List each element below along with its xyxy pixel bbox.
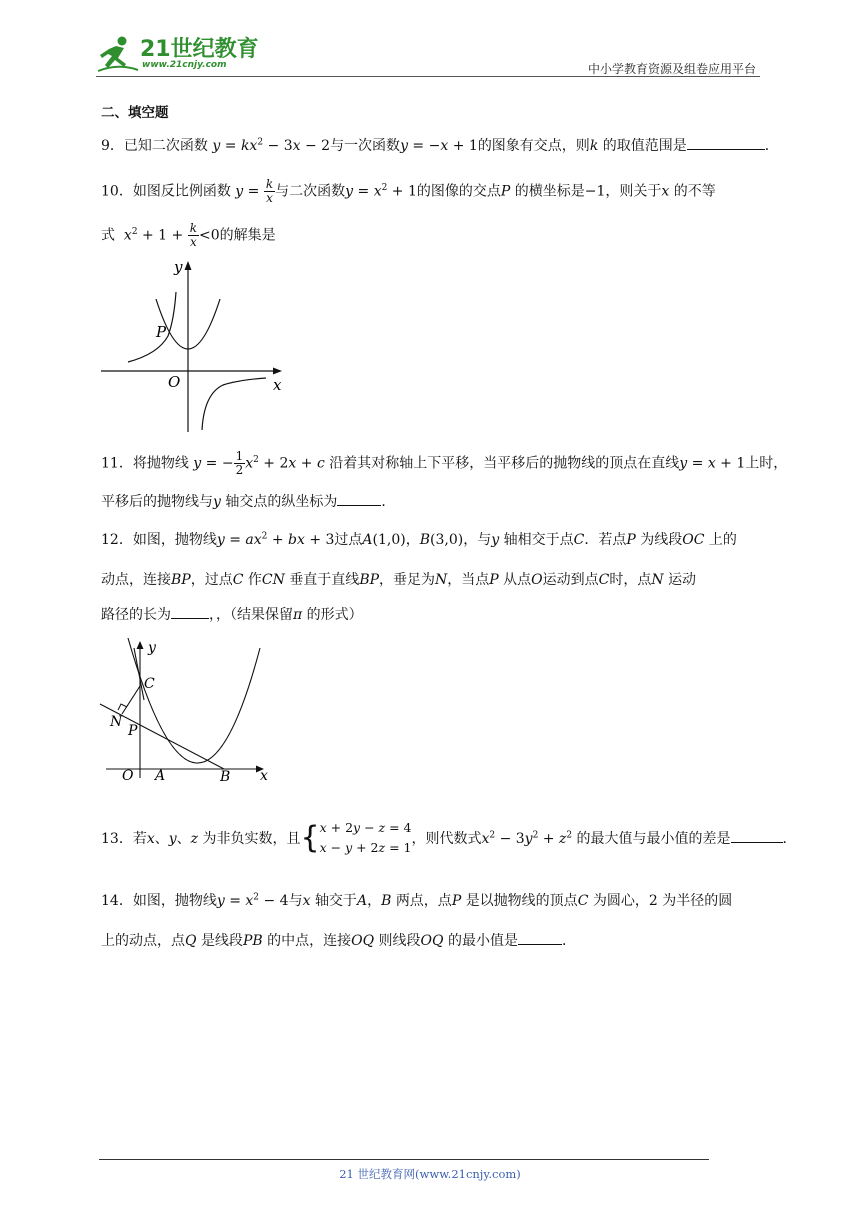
question-10-line-2: 式 $x^2 + 1$ + $\frac{k}{x}$ <0的解集是 [101,221,276,249]
logo-text: 21世纪教育 [140,37,259,62]
label-B: B [220,769,231,785]
label-origin: O [122,768,134,784]
answer-blank-13[interactable] [731,830,783,843]
answer-blank-14[interactable] [518,932,562,945]
answer-blank-9[interactable] [687,137,765,150]
hyperbola-lower-branch [202,378,266,430]
question-14-line-2: 上的动点，点Q 是线段PB 的中点，连接OQ 则线段OQ 的最小值是 ． [101,933,576,949]
question-13: 13．若x、y、z 为非负实数，且{x + 2y − z = 4 x − y + 2z = 1，则代数式$x^2 - 3y^2 + z^2$ 的最大值与最小值的差是 ． [101,820,797,856]
x-axis-arrow-icon [273,368,282,375]
header-divider [96,76,760,77]
answer-blank-11[interactable] [337,493,381,506]
label-C: C [144,676,155,692]
site-logo [96,34,266,76]
question-14-line-1: 14．如图，抛物线$y = x^2 - 4$与x 轴交于A，B 两点，点P 是以抛物线的顶点C 为圆心，2 为半径的圆 [101,892,733,909]
label-P: P [156,323,167,341]
logo-url: www.21cnjy.com [142,60,227,70]
platform-name: 中小学教育资源及组卷应用平台 [587,62,756,76]
figure-12 [98,638,278,798]
label-A: A [155,768,166,784]
question-10-line-1: 10．如图反比例函数 y = $\frac{k}{x}$ 与二次函数$y = x^2 + 1$的图像的交点P 的横坐标是−1，则关于x 的不等 [101,177,716,205]
parabola-curve [128,638,260,763]
section-title: 二、填空题 [101,105,169,121]
question-11-line-1: 11．将抛物线 y = − $\frac{1}{2}$ $x^2 + 2x + c$ 沿着其对称轴上下平移，当平移后的抛物线的顶点在直线y = x + 1上时， [101,449,788,477]
question-11-line-2: 平移后的抛物线与y 轴交点的纵坐标为 ． [101,494,396,510]
answer-blank-12[interactable] [171,606,209,619]
question-12-line-1: 12．如图，抛物线$y = ax^2$ + bx + 3过点A(1,0)，B(3,0)，与y 轴相交于点C．若点P 为线段OC 上的 [101,531,737,548]
question-9: 9．已知二次函数 $y = kx^2 - 3x - 2$与一次函数y = −x + 1的图象有交点，则k 的取值范围是 ． [101,137,779,154]
question-12-line-3: 路径的长为 ，，（结果保留π 的形式） [101,607,363,623]
label-origin: O [168,373,181,391]
y-axis-arrow-icon [185,261,192,270]
footer-divider [99,1159,709,1160]
question-12-line-2: 动点，连接BP，过点C 作CN 垂直于直线BP，垂足为N，当点P 从点O运动到点C时，点N 运动 [101,572,697,588]
footer-text: 21 世纪教育网(www.21cnjy.com) [339,1167,521,1181]
label-y: y [148,640,156,656]
hyperbola-upper-branch [128,292,176,362]
label-x: x [273,376,282,394]
label-N: N [110,714,123,730]
runner-logo-icon [96,34,140,74]
label-y: y [174,258,183,276]
figure-10 [98,254,288,434]
label-x: x [260,768,268,784]
segment-CN [122,686,140,714]
y-axis-arrow-icon [137,641,144,649]
label-P: P [128,723,138,739]
